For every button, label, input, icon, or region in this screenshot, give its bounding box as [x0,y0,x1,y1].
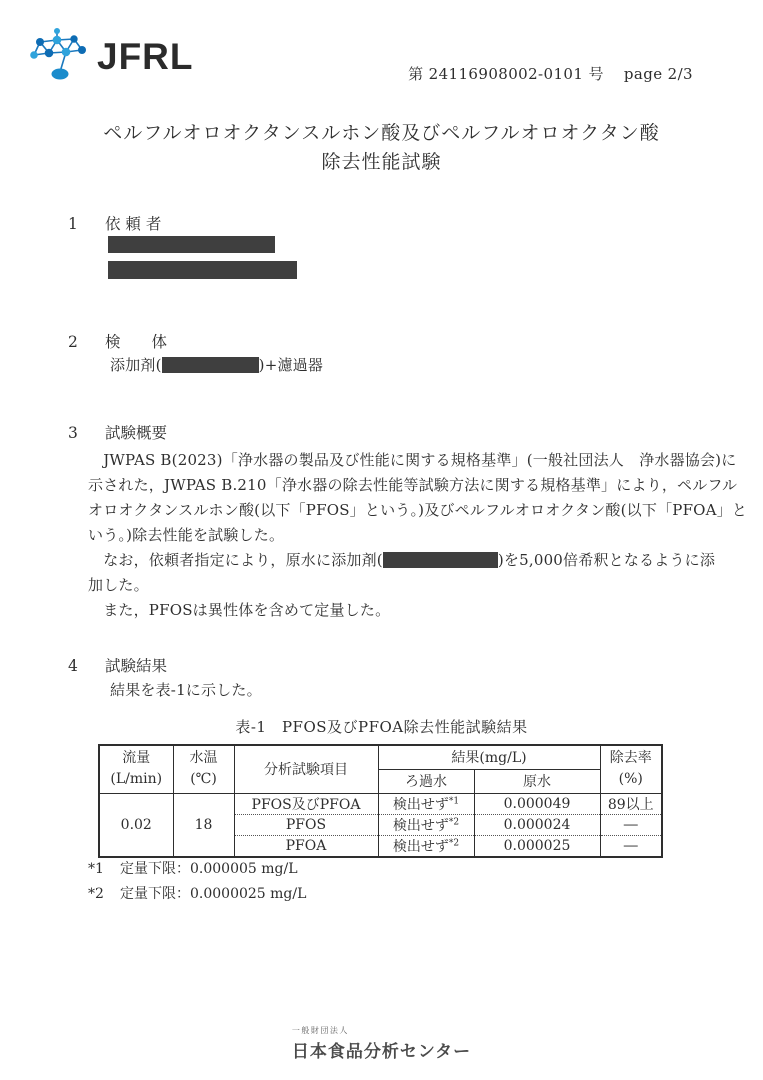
raw-cell: 0.000049 [474,793,600,814]
jfrl-logo [30,26,194,86]
filtered-cell [378,814,474,835]
removal-cell: 89以上 [600,793,662,814]
summary-line5 [88,549,715,570]
results-reference: 結果を表-1に示した。 [110,681,262,699]
page-indicator: page 2/3 [623,65,693,83]
redaction-bar-requester-2 [108,261,297,279]
col-header-temp-unit: (℃) [190,771,217,788]
raw-cell: 0.000025 [474,835,600,857]
col-header-filtered: ろ過水 [378,769,474,793]
filtered-value: 検出せず [392,838,449,855]
section4-number: 4 [68,657,78,675]
section1-title: 依 頼 者 [105,215,162,233]
redaction-bar-additive [162,357,259,373]
section2-title: 検 体 [105,333,168,351]
table-row [99,793,662,814]
footer-org-name: 日本食品分析センター [291,1042,472,1061]
col-header-temp-label: 水温 [189,750,218,767]
sample-text-suffix: )+濾過器 [258,356,324,374]
section3-number: 3 [68,424,78,442]
jfrl-wordmark: JFRL [97,35,194,77]
footer [0,1025,763,1062]
section3-heading [68,421,167,443]
summary-line5-suffix: )を5,000倍希釈となるように添 [497,551,716,569]
col-header-flow [99,745,173,793]
col-header-item: 分析試験項目 [234,745,378,793]
item-cell: PFOA [234,835,378,857]
report-title-line2: 除去性能試験 [321,151,442,173]
col-header-temp [173,745,234,793]
results-table [98,744,663,858]
summary-line2: 示された，JWPAS B.210「浄水器の除去性能等試験方法に関する規格基準」により，ペルフル [88,476,738,494]
jfrl-network-icon [30,26,90,86]
redaction-bar-additive-2 [383,552,498,568]
section2-number: 2 [68,333,78,351]
redaction-bar-requester-1 [108,236,275,253]
col-header-result: 結果(mg/L) [378,745,600,769]
footnote-1 [88,858,298,878]
section4-title: 試験結果 [105,657,168,675]
sample-description [110,354,323,375]
filtered-cell [378,793,474,814]
summary-line1: JWPAS B(2023)「浄水器の製品及び性能に関する規格基準」(一般社団法人 浄水器協会)に [88,451,737,469]
summary-line7: また，PFOSは異性体を含めて定量した。 [88,601,391,619]
footnote-1-marker: *1 [88,861,104,877]
col-header-flow-label: 流量 [122,750,151,767]
doc-number: 第 24116908002-0101 号 [408,65,604,83]
removal-cell: ― [600,814,662,835]
removal-cell: ― [600,835,662,857]
col-header-removal-unit: (%) [618,771,643,788]
col-header-removal-label: 除去率 [609,750,652,767]
summary-line6: 加した。 [88,576,149,594]
section4-heading [68,654,167,676]
section1-number: 1 [68,215,78,233]
col-header-removal [600,745,662,793]
col-header-raw: 原水 [474,769,600,793]
footnote-2 [88,883,306,903]
footnote-2-marker: *2 [88,886,104,902]
filtered-cell [378,835,474,857]
footnote-ref: *1 [448,795,460,806]
summary-line3: オロオクタンスルホン酸(以下「PFOS」という。)及びペルフルオロオクタン酸(以下「PFOA」と [88,501,748,519]
section1-heading [68,212,161,234]
summary-line4: いう。)除去性能を試験した。 [88,526,285,544]
report-title-line1: ペルフルオロオクタンスルホン酸及びペルフルオロオクタン酸 [103,122,660,144]
results-table-wrapper [98,744,663,858]
col-header-flow-unit: (L/min) [110,771,163,788]
footer-org-type: 一般財団法人 [291,1026,349,1035]
temp-value-cell: 18 [173,793,234,857]
footnote-ref: *2 [448,837,460,848]
item-cell: PFOS及びPFOA [234,793,378,814]
footnote-1-text: 定量下限：0.000005 mg/L [120,861,298,877]
footnote-2-text: 定量下限：0.0000025 mg/L [120,886,307,902]
report-title [0,119,763,177]
doc-header-line [408,63,693,84]
table-title: 表-1 PFOS及びPFOA除去性能試験結果 [235,718,528,736]
item-cell: PFOS [234,814,378,835]
section2-heading [68,330,167,352]
footnote-ref: *2 [448,816,460,827]
summary-line5-prefix: なお，依頼者指定により，原水に添加剤( [88,551,383,569]
raw-cell: 0.000024 [474,814,600,835]
section3-title: 試験概要 [105,424,168,442]
sample-text-prefix: 添加剤( [110,356,162,374]
filtered-value: 検出せず [392,796,449,813]
flow-value-cell: 0.02 [99,793,173,857]
filtered-value: 検出せず [392,817,449,834]
footer-org-logo [292,1025,471,1062]
